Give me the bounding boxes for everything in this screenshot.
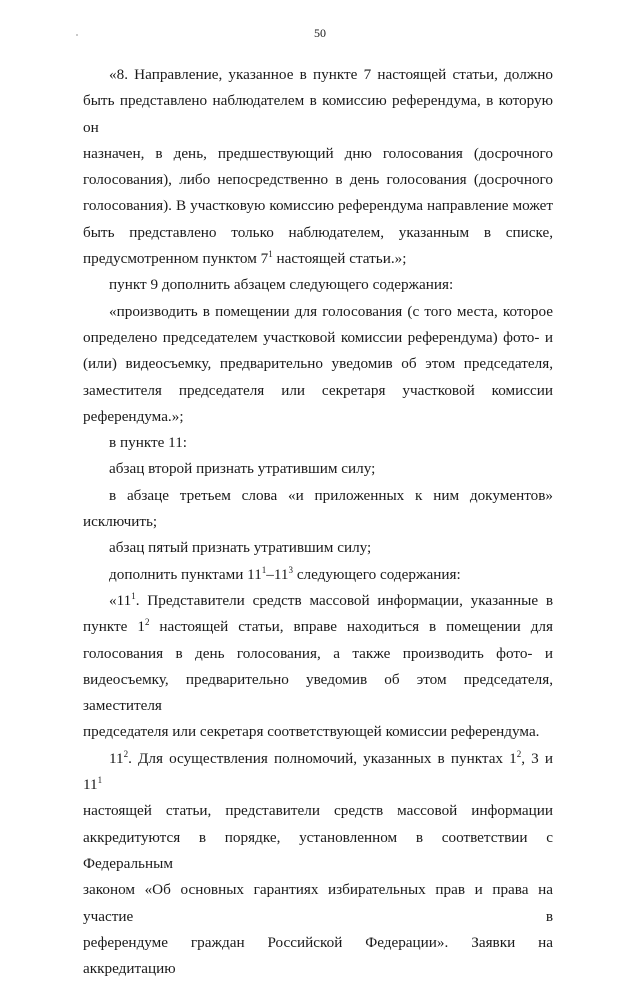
superscript: 2 bbox=[144, 617, 150, 628]
text-fragment: предусмотренном пунктом 7 bbox=[83, 250, 269, 268]
text-fragment: «11 bbox=[109, 591, 132, 609]
text-fragment: дополнить пунктами 11 bbox=[109, 565, 262, 583]
text-line: аккредитуются в порядке, установленном в соответствии с Федеральным bbox=[83, 828, 553, 872]
text-line: голосования). В участковую комиссию референдума направление может bbox=[83, 197, 553, 215]
text-line bbox=[83, 746, 553, 799]
superscript: 1 bbox=[131, 590, 136, 601]
paragraph-instruction: абзац второй признать утратившим силу; bbox=[109, 460, 376, 478]
paragraph-instruction: пункт 9 дополнить абзацем следующего содержания: bbox=[109, 276, 454, 294]
text-fragment: , 3 и 11 bbox=[83, 749, 553, 794]
text-line: настоящей статьи, представители средств массовой информации bbox=[83, 802, 553, 820]
paragraph-quote bbox=[83, 299, 553, 430]
text-line bbox=[83, 588, 553, 614]
text-line: (или) видеосъемку, предварительно уведомив об этом председателя, bbox=[83, 355, 553, 373]
text-line: заместителя председателя или секретаря участковой комиссии bbox=[83, 381, 553, 399]
document-body bbox=[83, 62, 553, 982]
paragraph-item-8 bbox=[83, 62, 553, 272]
page-number: 50 bbox=[314, 26, 326, 40]
text-line: быть представлено только наблюдателем, указанным в списке, bbox=[83, 223, 553, 241]
text-line: видеосъемку, предварительно уведомив об этом председателя, заместителя bbox=[83, 670, 553, 715]
superscript: 2 bbox=[123, 748, 129, 759]
paragraph-instruction: в пункте 11: bbox=[109, 434, 188, 452]
paragraph-item-11-1 bbox=[83, 588, 553, 746]
text-fragment: –11 bbox=[266, 565, 289, 583]
text-line: голосования), либо непосредственно в день голосования (досрочного bbox=[83, 171, 553, 189]
text-fragment: пункте 1 bbox=[83, 618, 145, 636]
text-fragment: настоящей статьи, вправе находиться в помещении для bbox=[149, 618, 553, 636]
text-line: исключить; bbox=[83, 513, 158, 531]
text-line: «8. Направление, указанное в пункте 7 настоящей статьи, должно bbox=[109, 66, 553, 83]
superscript: 1 bbox=[268, 249, 273, 260]
text-line: референдума.»; bbox=[83, 407, 184, 425]
text-fragment: 11 bbox=[109, 749, 124, 767]
paragraph-instruction bbox=[83, 483, 553, 536]
paragraph-instruction bbox=[83, 562, 553, 588]
text-fragment: настоящей статьи.»; bbox=[272, 250, 407, 268]
text-line: референдуме граждан Российской Федерации». Заявки на аккредитацию bbox=[83, 933, 553, 978]
superscript: 1 bbox=[261, 564, 267, 575]
text-line: быть представлено наблюдателем в комиссию референдума, в которую он bbox=[83, 92, 553, 136]
text-line: в абзаце третьем слова «и приложенных к ним документов» bbox=[109, 486, 553, 504]
text-fragment: . Представители средств массовой информации, указанные в bbox=[135, 591, 553, 609]
text-line: «производить в помещении для голосования (с того места, которое bbox=[109, 302, 553, 320]
text-fragment: следующего содержания: bbox=[293, 565, 461, 583]
text-line: назначен, в день, предшествующий дню голосования (досрочного bbox=[83, 144, 553, 162]
text-line bbox=[83, 614, 553, 640]
text-line: законом «Об основных гарантиях избирательных прав и права на участие в bbox=[83, 881, 553, 925]
paragraph-item-11-2 bbox=[83, 746, 553, 982]
paragraph-instruction: абзац пятый признать утратившим силу; bbox=[109, 539, 372, 557]
text-line: председателя или секретаря соответствующей комиссии референдума. bbox=[83, 723, 540, 741]
text-fragment: . Для осуществления полномочий, указанных в пунктах 1 bbox=[128, 749, 517, 767]
text-line: голосования в день голосования, а также производить фото- и bbox=[83, 644, 553, 662]
superscript: 2 bbox=[516, 748, 522, 759]
superscript: 3 bbox=[288, 564, 294, 575]
text-line bbox=[83, 246, 553, 272]
superscript: 1 bbox=[97, 775, 103, 786]
text-line: определено председателем участковой комиссии референдума) фото- и bbox=[83, 328, 553, 346]
